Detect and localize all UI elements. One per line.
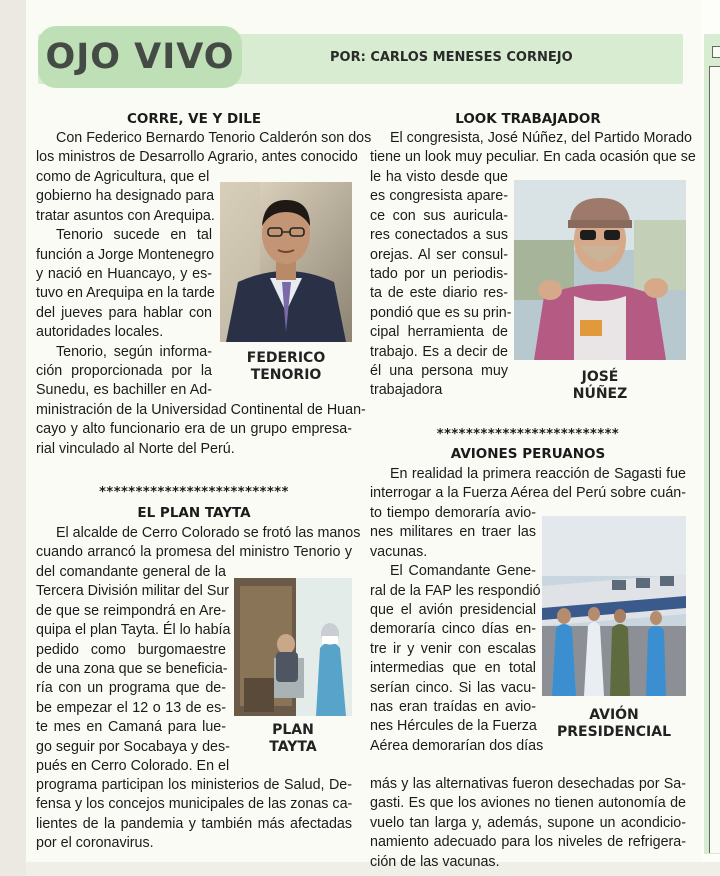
text-line: interrogar a la Fuerza Aérea del Perú sobre cuán- [370,485,686,502]
article-title-plan: EL PLAN TAYTA [137,505,251,521]
photo-caption-tenorio [236,350,336,384]
text-line: autoridades locales. [36,324,164,341]
text-line: los ministros de Desarrollo Agrario, antes conocido [36,149,358,166]
text-line: ción de las vacunas. [370,853,500,870]
text-line: tratar asuntos con Arequipa. [36,207,215,224]
text-line: Tercera División militar del Sur [36,583,230,600]
photo-caption-plan [234,722,352,756]
text-line: ción proporcionada por la [36,363,212,380]
article-body-plan-bottom [36,776,352,854]
text-line: él una persona muy [370,363,508,380]
text-line: intermedias que en total [370,660,536,677]
article-body-aviones-top [370,465,686,504]
text-line: vacunas. [370,543,428,560]
text-line: ta de este diario res- [370,285,508,302]
text-line: cipal herramienta de [370,324,508,341]
section-divider-stars: ************************* [436,427,620,442]
text-line: tre ir y venir con escalas [370,640,536,657]
text-line: más y las alternativas fueron desechadas por Sa- [370,776,686,792]
caption-line-1: AVIÓN [589,707,639,723]
caption-line-2: TAYTA [269,739,317,755]
photo-plan-tayta [234,578,352,716]
column-title-badge [38,26,242,88]
text-line: ral de la FAP les respondió [370,582,541,599]
article-body-corre-top [36,129,372,168]
text-line: namiento adecuado para los niveles de refrigera- [370,834,686,851]
article-title-aviones: AVIONES PERUANOS [450,446,606,462]
text-line: ministración de la Universidad Continental de Huan- [36,402,366,418]
text-line: Sunedu, es bachiller en Ad- [36,382,212,399]
article-body-aviones-wrap [370,504,544,756]
text-line: nes Hércules de la Fuerza [370,718,537,735]
text-line: tuvo en Arequipa en la tarde [36,285,215,302]
text-line: pedido como burgomaestre [36,641,226,658]
caption-line-1: PLAN [272,722,314,738]
text-line: to tiempo demoraría avio- [370,505,536,521]
article-body-corre-wrap [36,168,215,401]
text-line: programa participan los ministerios de Salud, De- [36,777,352,793]
text-line: Tenorio sucede en tal [56,227,212,244]
text-line: y nació en Huancayo, y es- [36,266,212,283]
article-body-corre-bottom [36,401,366,459]
text-line: que el avión presidencial [370,602,536,619]
text-line: go seguir por Socabaya y des- [36,738,230,755]
section-divider-stars: ************************** [99,485,289,500]
text-line: de que se reimpondrá en Are- [36,602,226,619]
adjacent-column-box [709,66,720,853]
text-line: serían cinco. Si las vacu- [370,679,536,696]
text-line: cuando arrancó la promesa del ministro Tenorio y [36,544,352,561]
article-title-look: LOOK TRABAJADOR [455,111,601,127]
caption-line-2: TENORIO [250,367,322,383]
page-gutter [0,0,26,876]
text-line: vuelo tan larga y, además, supone un acondicio- [370,814,686,831]
text-line: tiene un look muy peculiar. En cada ocasión que se [370,149,696,166]
text-line: es congresista apare- [370,188,508,205]
text-line: por el coronavirus. [36,835,154,852]
text-line: trabajo. Es a decir de [370,343,508,360]
text-line: gasti. Es que los aviones no tienen autonomía de [370,795,686,812]
text-line: trabajadora [370,382,443,399]
text-line: pondió que es su prin- [370,304,512,321]
caption-line-1: JOSÉ [581,369,619,385]
adjacent-column-tab [712,46,720,58]
text-line: lientes de la pandemia y también más afectadas [36,815,352,832]
photo-caption-avion [540,707,688,741]
text-line: El alcalde de Cerro Colorado se frotó las manos [56,525,361,541]
article-body-aviones-bottom [370,775,686,872]
text-line: del comandante general de la [36,564,226,580]
text-line: tado por un periodis- [370,266,508,283]
text-line: como de Agricultura, que el [36,169,210,185]
text-line: de una zona que se beneficia- [36,661,228,678]
caption-line-2: NÚÑEZ [572,386,628,402]
caption-line-1: FEDERICO [246,350,326,366]
photo-avion-presidencial [542,516,686,696]
text-line: Aérea demorarían dos días [370,737,544,754]
text-line: demoraría cinco días en- [370,621,536,638]
text-line: quipa el plan Tayta. Él lo había [36,622,231,639]
text-line: gobierno ha designado para [36,188,215,205]
text-line: be empezar el 12 o 13 de es- [36,699,226,716]
text-line: cayo y alto funcionario era de un grupo empresa- [36,421,352,438]
text-line: ría con un programa que de- [36,680,226,697]
text-line: Con Federico Bernardo Tenorio Calderón son dos [56,130,372,146]
photo-jose-nunez [514,180,686,360]
text-line: te mes en Camaná para lue- [36,719,226,736]
text-line: pués en Cerro Colorado. En el [36,758,230,775]
text-line: nes militares en traer las [370,524,536,541]
photo-federico-tenorio [220,182,352,342]
text-line: orejas. Al ser consul- [370,246,508,263]
text-line: le ha visto desde que [370,169,508,185]
column-byline: POR: CARLOS MENESES CORNEJO [330,50,573,65]
article-body-look-top [370,129,696,168]
text-line: Tenorio, según informa- [56,343,212,360]
photo-caption-nunez [554,369,646,403]
text-line: En realidad la primera reacción de Sagasti fue [390,466,686,482]
text-line: res conectados a sus [370,227,508,244]
text-line: nas eran traídas en avio- [370,699,536,716]
text-line: rial vinculado al Norte del Perú. [36,440,235,457]
text-line: ce con sus auricula- [370,207,508,224]
column-title: OJO VIVO [45,37,235,77]
article-body-look-wrap [370,168,512,401]
text-line: fensa y los concejos municipales de las zonas ca- [36,796,353,813]
article-body-plan-top [36,524,361,563]
article-body-plan-wrap [36,563,231,776]
text-line: del jueves para hablar con [36,304,212,321]
caption-line-2: PRESIDENCIAL [556,724,672,740]
text-line: El congresista, José Núñez, del Partido Morado [390,130,692,146]
text-line: función a Jorge Montenegro [36,246,215,263]
article-title-corre: CORRE, VE Y DILE [126,111,262,127]
text-line: El Comandante Gene- [390,563,536,580]
